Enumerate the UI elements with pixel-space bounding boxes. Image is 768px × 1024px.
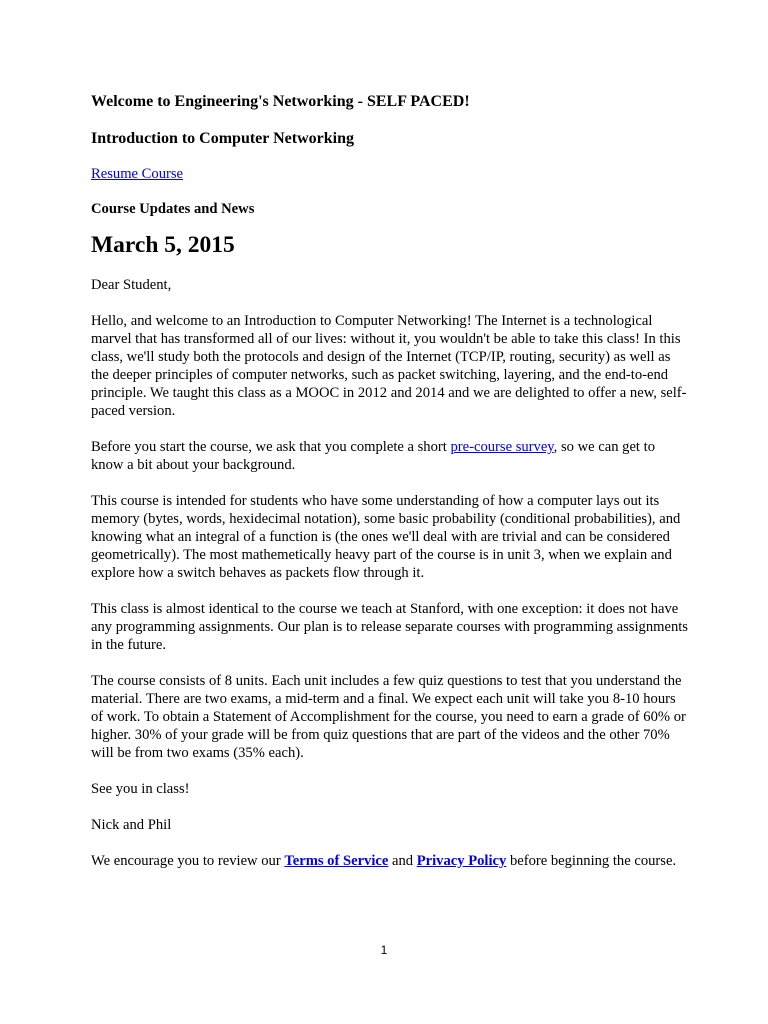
closing-line: See you in class!	[91, 781, 190, 797]
terms-of-service-link[interactable]: Terms of Service	[284, 853, 389, 869]
survey-paragraph	[91, 438, 691, 474]
update-date: March 5, 2015	[91, 232, 235, 258]
pre-course-survey-link[interactable]: pre-course survey	[450, 439, 554, 455]
page-number: 1	[380, 943, 388, 957]
survey-text-after: , so we can get to know a bit about your background.	[91, 439, 655, 473]
document-page	[91, 92, 691, 888]
review-text-after: before beginning the course.	[506, 853, 677, 869]
review-text-and: and	[388, 853, 417, 869]
welcome-heading: Welcome to Engineering's Networking - SELF PACED!	[91, 93, 470, 110]
stanford-paragraph: This class is almost identical to the course we teach at Stanford, with one exception: it does not have any programming assignments. Our plan is to release separate courses with programming assignments in the future.	[91, 601, 688, 653]
audience-paragraph: This course is intended for students who have some understanding of how a computer lays out its memory (bytes, words, hexidecimal notation), some basic probability (conditional probabilities), and knowing what an integral of a function is (the ones we'll deal with are trivial and can be considered geometrically). The most mathemetically heavy part of the course is in unit 3, when we explain and explore how a switch behaves as packets flow through it.	[91, 493, 681, 581]
signature: Nick and Phil	[91, 817, 172, 833]
structure-paragraph: The course consists of 8 units. Each unit includes a few quiz questions to test that you understand the material. There are two exams, a mid-term and a final. We expect each unit will take you 8-10 hours of work. To obtain a Statement of Accomplishment for the course, you need to earn a grade of 60% or higher. 30% of your grade will be from quiz questions that are part of the videos and the other 70% will be from two exams (35% each).	[91, 673, 686, 761]
survey-text-before: Before you start the course, we ask that you complete a short	[91, 439, 451, 455]
greeting: Dear Student,	[91, 277, 172, 293]
privacy-policy-link[interactable]: Privacy Policy	[416, 853, 507, 869]
updates-heading: Course Updates and News	[91, 201, 255, 217]
resume-course-row	[91, 165, 691, 183]
intro-paragraph: Hello, and welcome to an Introduction to Computer Networking! The Internet is a technological marvel that has transformed all of our lives: without it, you wouldn't be able to take this class! In this class, we'll study both the protocols and design of the Internet (TCP/IP, routing, security) as well as the deeper principles of computer networks, such as packet switching, layering, and the end-to-end principle. We taught this class as a MOOC in 2012 and 2014 and we are delighted to offer a new, self-paced version.	[91, 313, 687, 419]
resume-course-link[interactable]: Resume Course	[91, 166, 184, 182]
review-paragraph	[91, 852, 691, 870]
review-text-before: We encourage you to review our	[91, 853, 285, 869]
course-title: Introduction to Computer Networking	[91, 130, 354, 147]
